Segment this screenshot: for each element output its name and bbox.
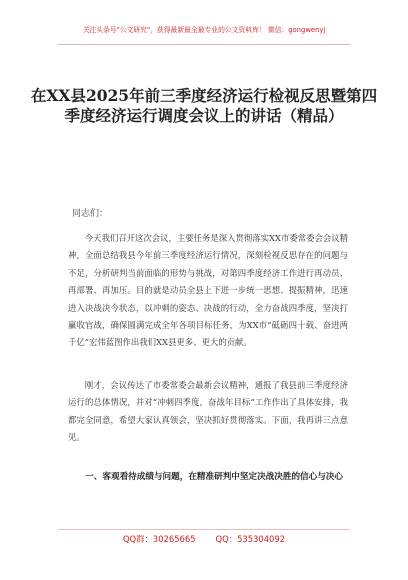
footer-contact [0, 533, 408, 545]
header-divider [58, 44, 350, 45]
document-title: 在XX县2025年前三季度经济运行检视反思暨第四季度经济运行调度会议上的讲话（精品） [30, 86, 378, 125]
body-paragraph-1: 今天我们召开这次会议，主要任务是深入贯彻落实XX市委常委会会议精神，全面总结我县今年前三季度经济运行情况，深刻检视反思存在的问题与不足，分析研判当前面临的形势与挑战，对第四季度经济工作进行再动员、再部署、再加压。目的就是动员全县上下进一步统一思想、提振精神，迅速进入决战决今状态，以冲刺的姿态、决战的行动，全力奋战四季度，坚决打赢收官战，确保圆满完成全年各项目标任务，为XX市“砥砺四十载、奋进两千亿”宏伟蓝图作出我们XX县更多、更大的贡献。 [68, 233, 348, 348]
body-paragraph-2: 刚才，会议传达了市委常委会最新会议精神，通报了我县前三季度经济运行的总体情况，并对“冲刺四季度，奋战年目标”工作作出了具体安排，我都完全同意，希望大家认真领会，坚决抓好贯彻落实。下面，我再讲三点意见。 [68, 380, 348, 443]
footer-qq: QQ：535304092 [215, 534, 286, 544]
section-heading-1: 一、客观看待成绩与问题，在精准研判中坚定决战决胜的信心与决心 [85, 472, 344, 482]
header-promo-note: 关注头条号"公文研究"，获得最新最全最专业的公文资料库！ 微信：gongwenyj [82, 26, 326, 34]
greeting: 同志们： [72, 209, 109, 219]
footer-divider [58, 529, 350, 530]
footer-qq-group: QQ群：30265665 [122, 534, 196, 544]
